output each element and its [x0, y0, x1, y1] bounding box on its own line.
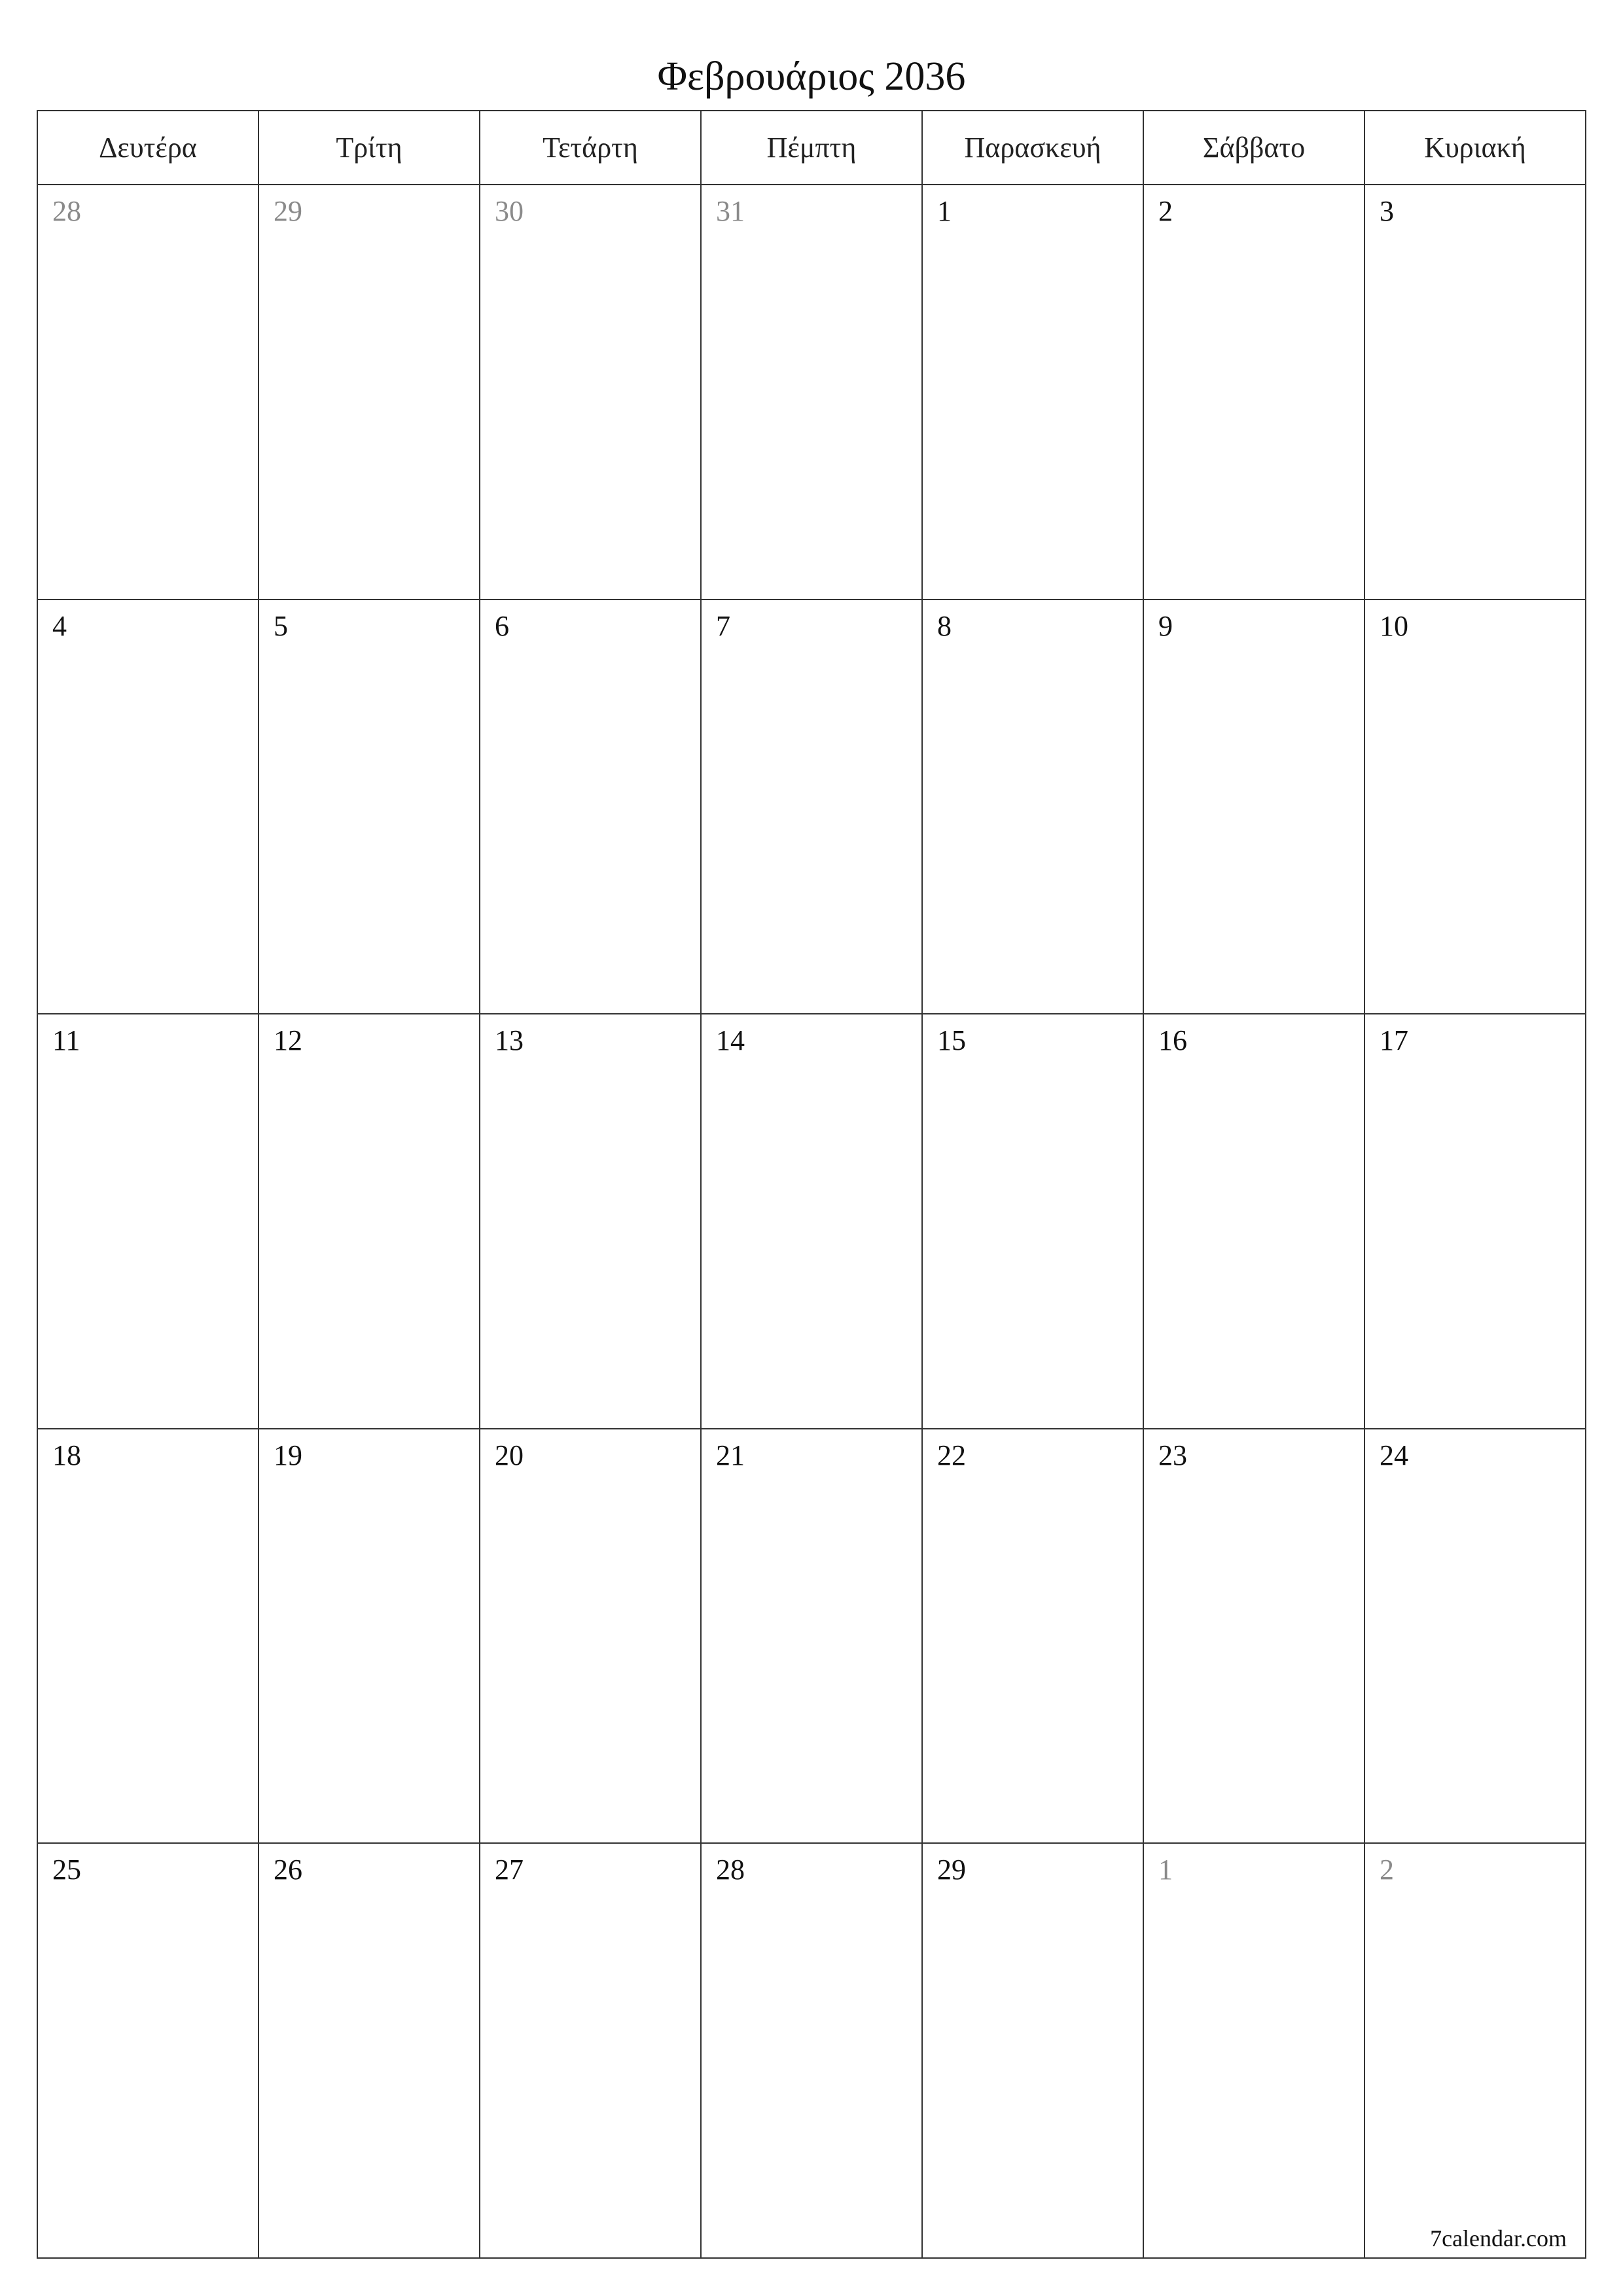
day-cell — [923, 1014, 1144, 1428]
day-number: 18 — [52, 1439, 81, 1471]
day-cell — [259, 600, 480, 1014]
day-cell — [702, 600, 923, 1014]
day-number: 26 — [274, 1854, 302, 1886]
weekday-header-monday: Δευτέρα — [38, 111, 259, 184]
day-cell — [702, 1014, 923, 1428]
day-number: 5 — [274, 609, 288, 642]
day-number: 17 — [1380, 1024, 1408, 1057]
day-cell — [259, 1844, 480, 2257]
footer-credit: 7calendar.com — [1430, 2225, 1567, 2251]
day-number: 2 — [1158, 195, 1173, 227]
day-cell — [1144, 1429, 1365, 1843]
week-row — [38, 1844, 1585, 2257]
day-cell — [702, 1844, 923, 2257]
day-number: 1 — [1158, 1854, 1173, 1886]
day-number: 2 — [1380, 1854, 1394, 1886]
day-number: 30 — [495, 195, 524, 227]
day-cell — [38, 1844, 259, 2257]
day-number: 31 — [716, 195, 745, 227]
calendar-title: Φεβρουάριος 2036 — [657, 54, 966, 99]
day-cell — [923, 185, 1144, 599]
day-number: 9 — [1158, 609, 1173, 642]
day-cell — [480, 600, 702, 1014]
day-number: 7 — [716, 609, 730, 642]
day-cell-outside-month — [38, 185, 259, 599]
day-number: 8 — [937, 609, 952, 642]
day-cell — [38, 1429, 259, 1843]
day-number: 29 — [274, 195, 302, 227]
weekday-header-wednesday: Τετάρτη — [480, 111, 702, 184]
week-row — [38, 600, 1585, 1015]
day-number: 3 — [1380, 195, 1394, 227]
weekday-header-tuesday: Τρίτη — [259, 111, 480, 184]
day-number: 1 — [937, 195, 952, 227]
day-number: 11 — [52, 1024, 80, 1057]
calendar-grid — [37, 110, 1586, 2259]
day-number: 13 — [495, 1024, 524, 1057]
day-number: 4 — [52, 609, 67, 642]
day-number: 23 — [1158, 1439, 1187, 1471]
day-cell — [480, 1429, 702, 1843]
day-cell-outside-month — [259, 185, 480, 599]
weekday-header-row — [38, 111, 1585, 185]
day-cell-outside-month — [480, 185, 702, 599]
day-number: 21 — [716, 1439, 745, 1471]
day-cell — [1365, 1429, 1585, 1843]
day-cell — [1144, 185, 1365, 599]
day-cell — [1144, 1014, 1365, 1428]
weekday-header-thursday: Πέμπτη — [702, 111, 923, 184]
weekday-header-saturday: Σάββατο — [1144, 111, 1365, 184]
day-number: 15 — [937, 1024, 966, 1057]
day-cell — [923, 1429, 1144, 1843]
day-number: 24 — [1380, 1439, 1408, 1471]
day-cell — [1144, 600, 1365, 1014]
week-row — [38, 1429, 1585, 1844]
weekday-header-sunday: Κυριακή — [1424, 132, 1526, 164]
day-cell — [702, 1429, 923, 1843]
day-number: 16 — [1158, 1024, 1187, 1057]
day-cell-outside-month — [1365, 1844, 1585, 2257]
day-cell — [259, 1014, 480, 1428]
day-number: 29 — [937, 1854, 966, 1886]
day-cell — [38, 600, 259, 1014]
day-cell — [259, 1429, 480, 1843]
day-number: 27 — [495, 1854, 524, 1886]
day-number: 10 — [1380, 609, 1408, 642]
day-number: 28 — [716, 1854, 745, 1886]
day-number: 6 — [495, 609, 509, 642]
day-cell — [1365, 600, 1585, 1014]
day-cell-outside-month — [702, 185, 923, 599]
day-cell — [38, 1014, 259, 1428]
day-number: 12 — [274, 1024, 302, 1057]
day-cell-outside-month — [1144, 1844, 1365, 2257]
weekday-header-friday: Παρασκευή — [923, 111, 1144, 184]
day-cell — [1365, 185, 1585, 599]
day-cell — [480, 1014, 702, 1428]
day-number: 20 — [495, 1439, 524, 1471]
day-number: 22 — [937, 1439, 966, 1471]
week-row — [38, 1014, 1585, 1429]
day-number: 19 — [274, 1439, 302, 1471]
week-row — [38, 185, 1585, 600]
day-cell — [923, 600, 1144, 1014]
day-cell — [480, 1844, 702, 2257]
day-cell — [1365, 1014, 1585, 1428]
day-number: 25 — [52, 1854, 81, 1886]
weeks-container — [38, 185, 1585, 2257]
day-number: 14 — [716, 1024, 745, 1057]
day-number: 28 — [52, 195, 81, 227]
day-cell — [923, 1844, 1144, 2257]
